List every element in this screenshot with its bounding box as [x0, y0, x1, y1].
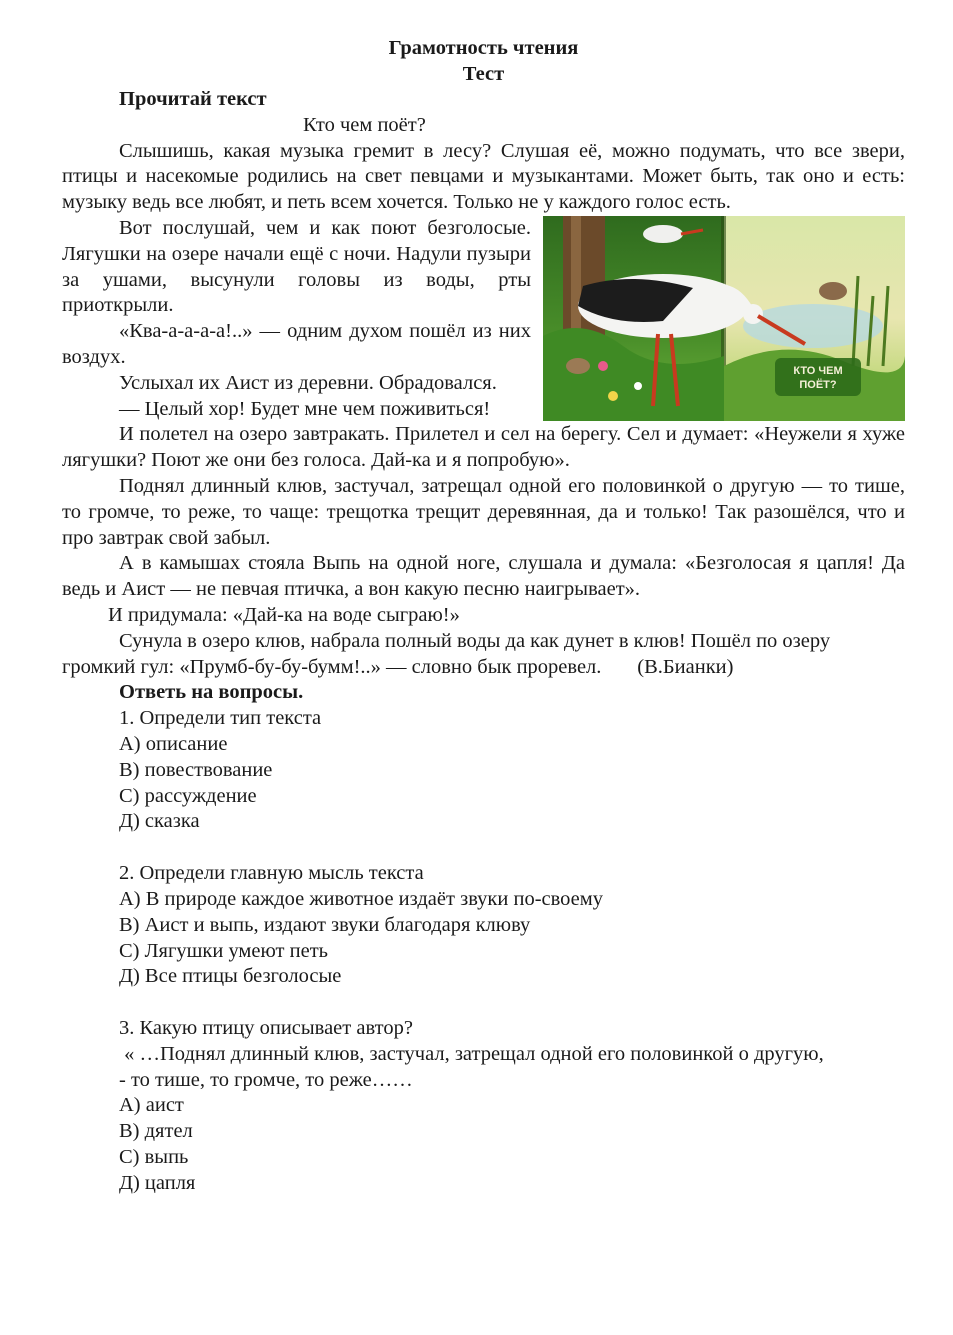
document-page	[62, 36, 905, 1197]
question-3	[62, 1016, 905, 1197]
story-paragraph: Вот послушай, чем и как поют безголосые. Лягушки на озере начали ещё с ночи. Надули пузыри за ушами, высунули головы из воды, рты приоткрыли.	[62, 216, 531, 317]
answer-option: С) выпь	[119, 1146, 189, 1169]
question-text: 1. Определи тип текста	[119, 707, 322, 730]
story-paragraph: И придумала: «Дай-ка на воде сыграю!»	[108, 603, 460, 626]
question-1	[62, 706, 905, 835]
story-paragraph: И полетел на озеро завтракать. Прилетел и сел на берегу. Сел и думает: «Неужели я хуже лягушки? Поют же они без голоса. Дай-ка и я попробую».	[62, 423, 905, 472]
answer-option: Д) цапля	[119, 1171, 196, 1194]
story-paragraph: Услыхал их Аист из деревни. Обрадовался.	[119, 371, 497, 394]
document-title: Грамотность чтения	[388, 37, 579, 59]
illustration-caption: КТО ЧЕМ	[793, 364, 843, 377]
answer-option: А) аист	[119, 1094, 184, 1117]
question-quote: - то тише, то громче, то реже……	[119, 1068, 413, 1091]
story-paragraph: Поднял длинный клюв, застучал, затрещал одной его половинкой о другую — то тише, то громче, то реже, то чаще: трещотка трещит деревянная, да и только! Так разошёлся, что и про завтрак свой забыл.	[62, 474, 905, 549]
answer-option: А) описание	[119, 732, 228, 755]
answer-option: В) Аист и выпь, издают звуки благодаря клюву	[119, 913, 531, 936]
story-paragraph-last	[62, 629, 905, 681]
question-text: 2. Определи главную мысль текста	[119, 862, 424, 885]
answer-option: Д) Все птицы безголосые	[119, 965, 342, 988]
story-title: Кто чем поёт?	[303, 113, 426, 136]
instruction: Прочитай текст	[119, 88, 267, 110]
illustration-caption-2: ПОЁТ?	[799, 378, 837, 391]
story-paragraph: «Ква-а-а-а-а!..» — одним духом пошёл из них воздух.	[62, 320, 531, 368]
story-paragraph: А в камышах стояла Выпь на одной ноге, слушала и думала: «Безголосая я цапля! Да ведь и Аист — не певчая птичка, а вон какую песню наигрывает».	[62, 552, 905, 601]
questions-header: Ответь на вопросы.	[119, 681, 304, 704]
story-paragraph: Слышишь, какая музыка гремит в лесу? Слушая её, можно подумать, что все звери, птицы и насекомые родились на свет певцами и музыкантами. Может быть, так оно и есть: музыку ведь все любят, и петь всем хочется. Только не у каждого голос есть.	[62, 139, 905, 214]
answer-option: С) рассуждение	[119, 784, 257, 807]
answer-option: Д) сказка	[119, 810, 200, 833]
answer-option: А) В природе каждое животное издаёт звуки по-своему	[119, 887, 603, 910]
story-paragraph: — Целый хор! Будет мне чем поживиться!	[119, 397, 491, 420]
question-quote: « …Поднял длинный клюв, застучал, затрещал одной его половинкой о другую,	[119, 1042, 824, 1065]
story-author: (В.Бианки)	[637, 655, 734, 678]
answer-option: В) повествование	[119, 758, 273, 781]
question-text: 3. Какую птицу описывает автор?	[119, 1017, 413, 1040]
question-2	[62, 861, 905, 990]
answer-option: В) дятел	[119, 1120, 193, 1143]
story-paragraph: Сунула в озеро клюв, набрала полный воды да как дунет в клюв! Пошёл по озеру громкий гул: «Прумб-бу-бу-бумм!..» — словно бык проревел.	[62, 629, 831, 678]
document-subtitle: Тест	[462, 62, 505, 85]
answer-option: С) Лягушки умеют петь	[119, 939, 329, 962]
story-illustration	[543, 216, 905, 421]
